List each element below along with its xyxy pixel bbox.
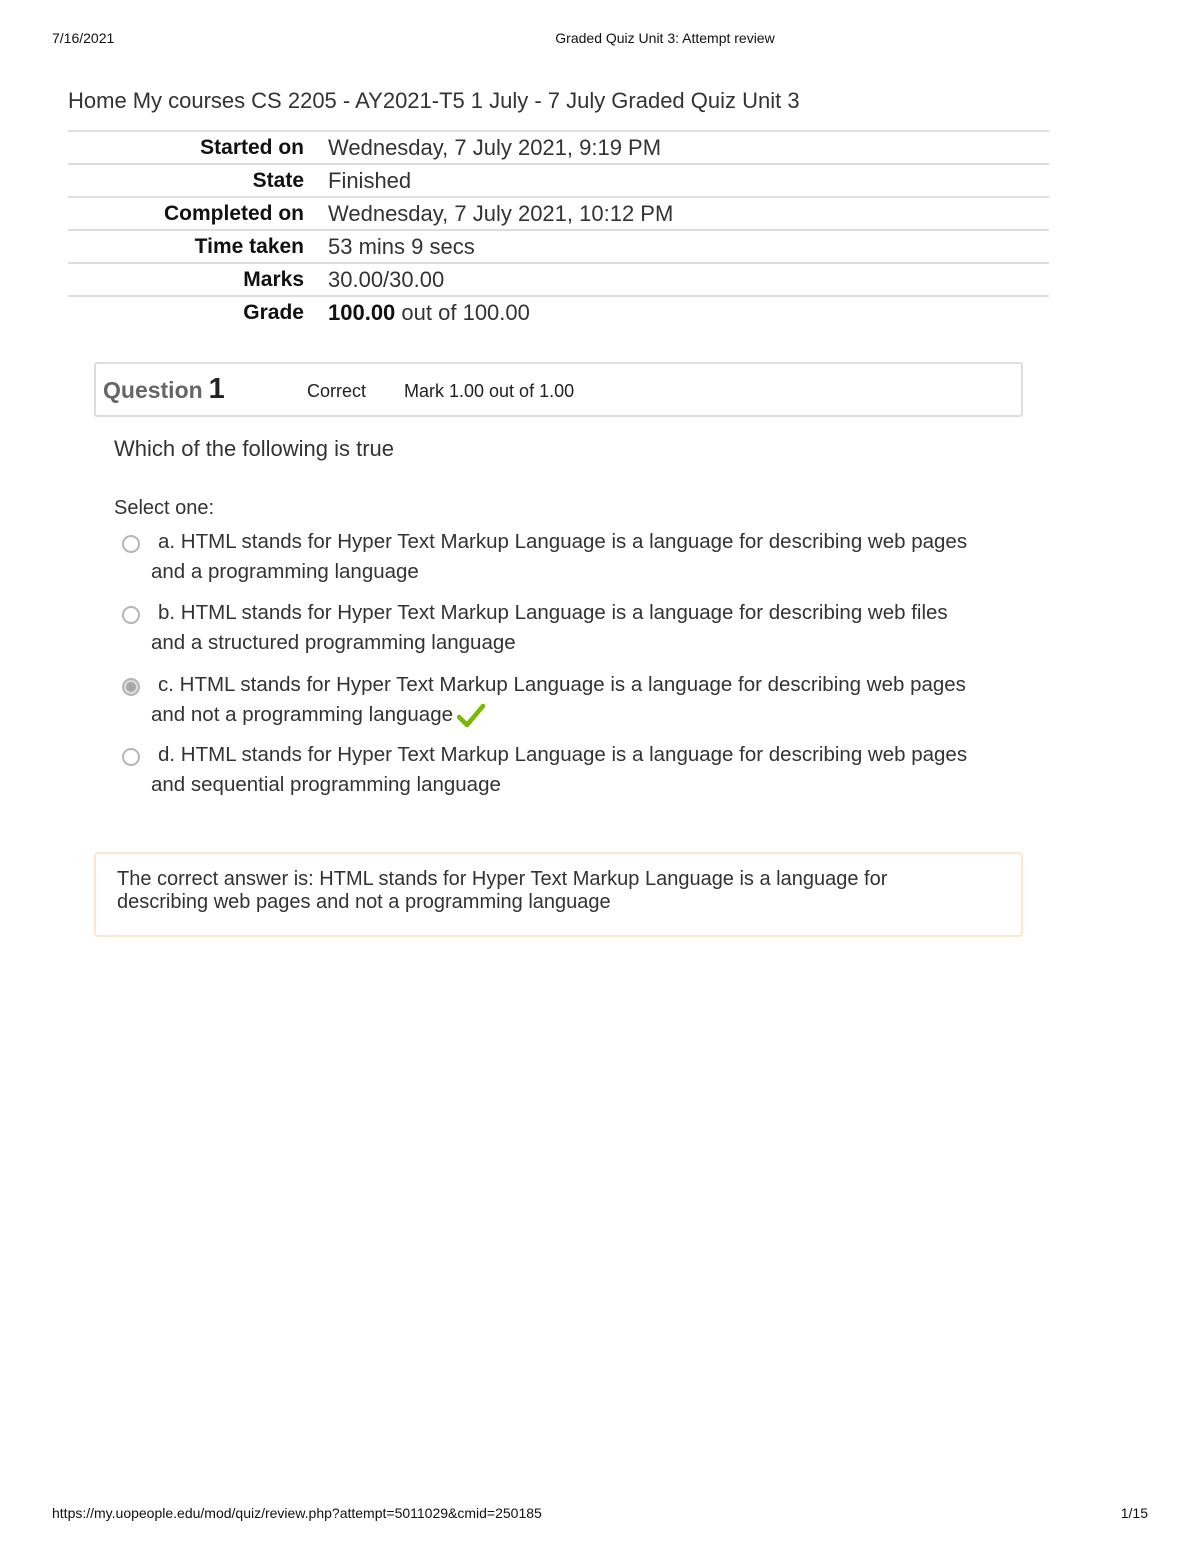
grade-score: 100.00 — [328, 299, 396, 325]
summary-value: Finished — [328, 167, 412, 193]
breadcrumb-home[interactable]: Home — [68, 88, 127, 113]
grade-rest: out of 100.00 — [401, 299, 530, 325]
answer-prompt: Select one: — [114, 497, 215, 519]
radio-button[interactable] — [122, 748, 140, 766]
question-title — [103, 373, 225, 406]
summary-label: Completed on — [164, 201, 304, 225]
summary-row-marks — [68, 262, 1049, 295]
summary-value — [328, 300, 530, 326]
summary-value: 53 mins 9 secs — [328, 233, 475, 259]
summary-row-state — [68, 163, 1049, 196]
answer-text — [151, 670, 971, 730]
summary-value: Wednesday, 7 July 2021, 9:19 PM — [328, 134, 662, 160]
correct-answer-text: The correct answer is: HTML stands for Hyper Text Markup Language is a language for describing web pages and not a programming language — [117, 868, 888, 913]
summary-label: State — [252, 168, 304, 192]
summary-label: Grade — [243, 300, 304, 324]
summary-row-completed — [68, 196, 1049, 229]
breadcrumb-course[interactable]: CS 2205 - AY2021-T5 — [251, 88, 465, 113]
summary-label: Time taken — [194, 234, 304, 258]
answer-text: a. HTML stands for Hyper Text Markup Language is a language for describing web pages and a programming language — [151, 530, 968, 583]
question-info-box — [94, 362, 1023, 417]
summary-value: 30.00/30.00 — [328, 266, 445, 292]
radio-button[interactable] — [122, 535, 140, 553]
breadcrumb — [68, 88, 806, 114]
breadcrumb-week[interactable]: 1 July - 7 July — [470, 88, 606, 113]
question-text: Which of the following is true — [114, 436, 395, 461]
answer-text-content: c. HTML stands for Hyper Text Markup Language is a language for describing web pages and not a programming language — [151, 673, 966, 726]
question-state: Correct — [307, 381, 367, 401]
breadcrumb-quiz[interactable]: Graded Quiz Unit 3 — [611, 88, 800, 113]
print-title: Graded Quiz Unit 3: Attempt review — [555, 30, 775, 46]
print-date: 7/16/2021 — [52, 30, 115, 46]
summary-value: Wednesday, 7 July 2021, 10:12 PM — [328, 200, 674, 226]
feedback-box — [94, 852, 1023, 937]
answer-text: b. HTML stands for Hyper Text Markup Language is a language for describing web files and a structured programming language — [151, 601, 948, 654]
answer-text: d. HTML stands for Hyper Text Markup Language is a language for describing web pages and sequential programming language — [151, 743, 968, 796]
radio-button[interactable] — [122, 606, 140, 624]
question-number: 1 — [208, 373, 225, 405]
breadcrumb-my-courses[interactable]: My courses — [132, 88, 246, 113]
print-url: https://my.uopeople.edu/mod/quiz/review.php?attempt=5011029&cmid=250185 — [52, 1505, 542, 1521]
check-icon — [457, 703, 485, 729]
summary-row-grade — [68, 295, 1049, 328]
radio-button-selected[interactable] — [122, 678, 140, 696]
attempt-summary-table — [68, 130, 1049, 328]
summary-label: Marks — [243, 267, 304, 291]
summary-label: Started on — [200, 135, 304, 159]
print-page-number: 1/15 — [1120, 1505, 1148, 1521]
summary-row-started — [68, 130, 1049, 163]
question-label: Question — [103, 377, 203, 403]
question-grade: Mark 1.00 out of 1.00 — [404, 381, 575, 401]
summary-row-time — [68, 229, 1049, 262]
